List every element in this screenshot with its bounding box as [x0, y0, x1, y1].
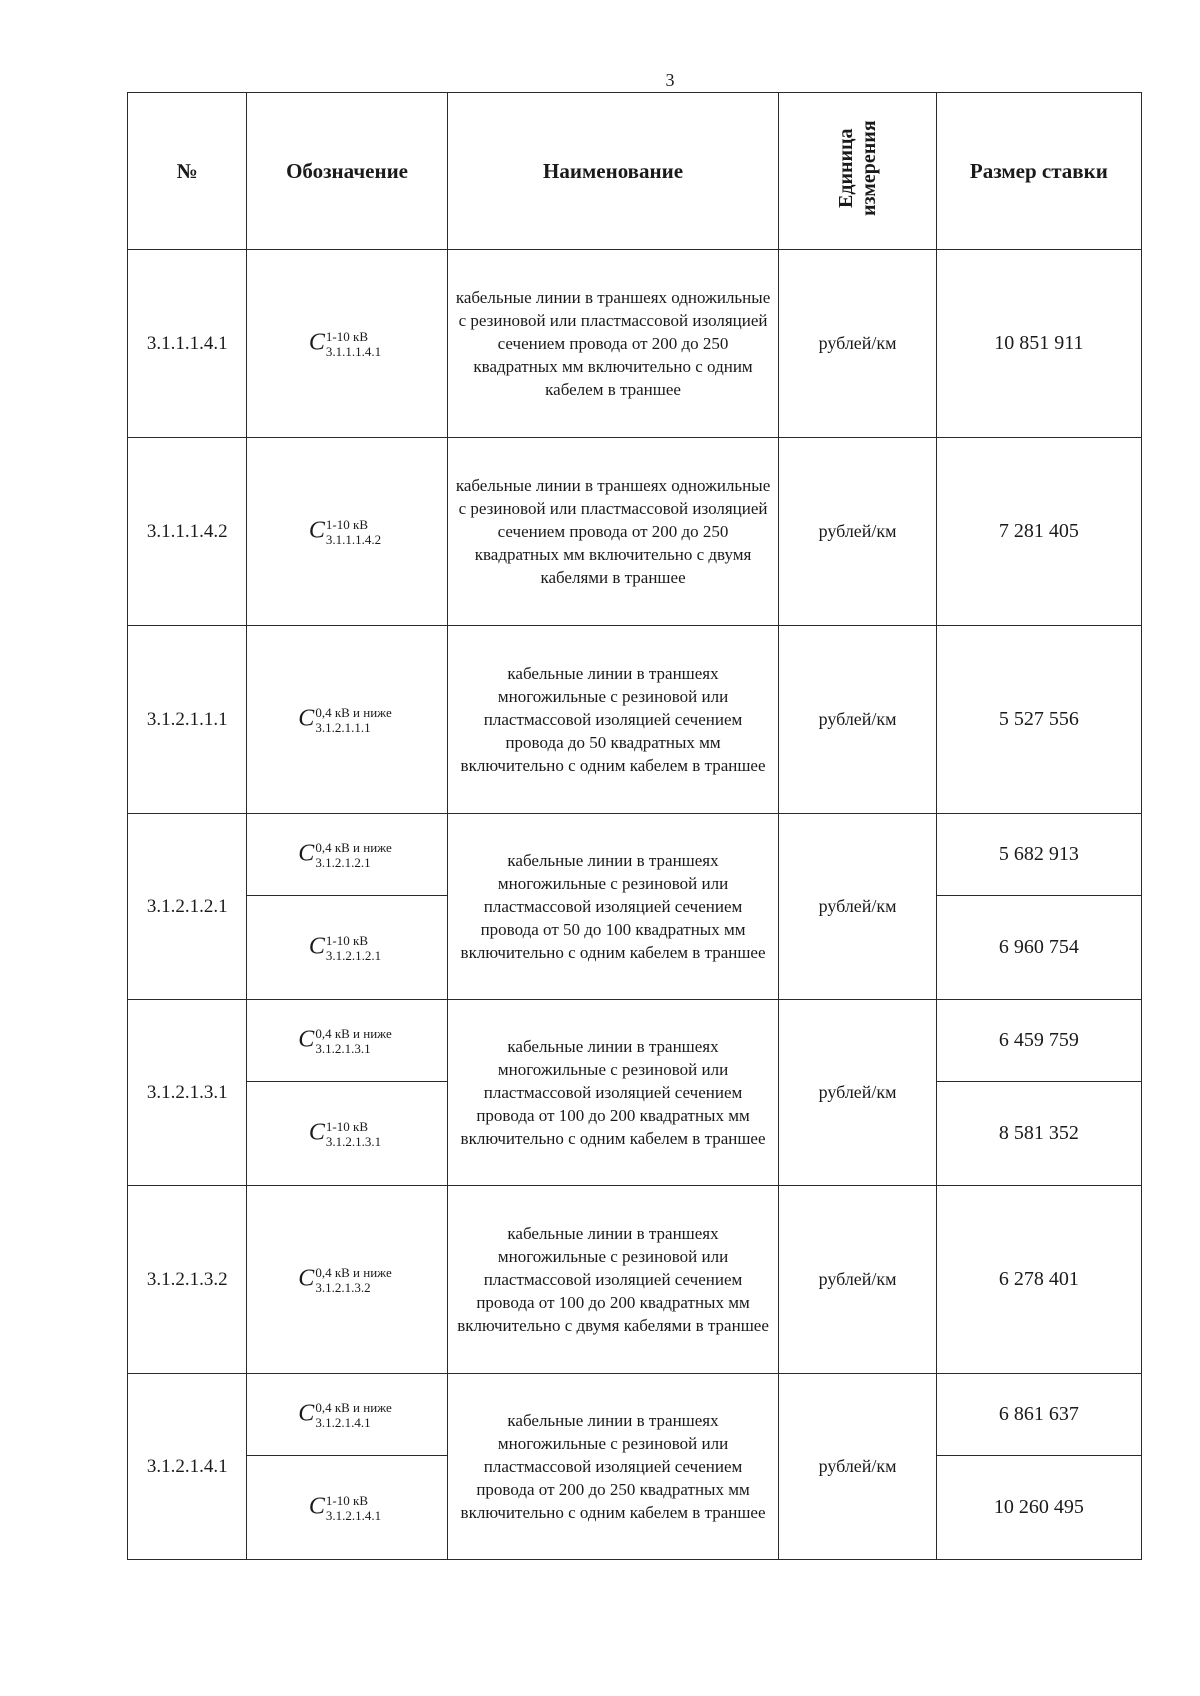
row-name: кабельные линии в траншеях многожильные с резиновой или пластмассовой изоляцией сечением провода от 200 до 250 квадратных мм включительно с одним кабелем в траншее	[447, 1374, 779, 1560]
designation-voltage: 1-10 кВ	[325, 1118, 368, 1134]
row-number: 3.1.1.1.4.1	[128, 250, 247, 438]
designation-indices	[326, 517, 381, 547]
designation-code: 3.1.2.1.2.1	[315, 854, 371, 870]
designation-symbol	[309, 517, 385, 547]
row-designation	[247, 814, 447, 896]
row-unit: рублей/км	[779, 626, 936, 814]
row-designation	[247, 1186, 447, 1374]
row-name: кабельные линии в траншеях многожильные с резиновой или пластмассовой изоляцией сечением провода от 100 до 200 квадратных мм включительно с двумя кабелями в траншее	[447, 1186, 779, 1374]
row-unit: рублей/км	[779, 1186, 936, 1374]
designation-code: 3.1.2.1.3.1	[315, 1040, 371, 1056]
designation-letter: C	[298, 1400, 315, 1427]
designation-voltage: 1-10 кВ	[325, 328, 368, 344]
table-header-row	[128, 93, 1142, 250]
rates-table	[127, 92, 1142, 1560]
row-unit: рублей/км	[779, 814, 936, 1000]
header-rate: Размер ставки	[936, 93, 1141, 250]
designation-letter: C	[308, 1119, 325, 1146]
row-rate: 6 459 759	[936, 1000, 1141, 1082]
designation-indices	[315, 1400, 391, 1430]
row-rate: 7 281 405	[936, 438, 1141, 626]
row-name: кабельные линии в траншеях одножильные с резиновой или пластмассовой изоляцией сечением провода от 200 до 250 квадратных мм включительно с одним кабелем в траншее	[447, 250, 779, 438]
table-row	[128, 814, 1142, 896]
row-rate: 5 527 556	[936, 626, 1141, 814]
designation-symbol	[309, 1119, 385, 1149]
designation-voltage: 0,4 кВ и ниже	[315, 1025, 392, 1041]
designation-indices	[326, 1119, 381, 1149]
designation-voltage: 0,4 кВ и ниже	[315, 1264, 392, 1280]
table-row	[128, 1000, 1142, 1082]
designation-voltage: 1-10 кВ	[325, 932, 368, 948]
row-rate: 8 581 352	[936, 1082, 1141, 1186]
designation-indices	[326, 933, 381, 963]
row-unit: рублей/км	[779, 1374, 936, 1560]
row-unit: рублей/км	[779, 438, 936, 626]
table-row	[128, 626, 1142, 814]
designation-indices	[315, 1265, 391, 1295]
designation-indices	[326, 329, 381, 359]
row-number: 3.1.2.1.1.1	[128, 626, 247, 814]
table-row	[128, 1186, 1142, 1374]
row-name: кабельные линии в траншеях многожильные с резиновой или пластмассовой изоляцией сечением провода от 50 до 100 квадратных мм включительно с одним кабелем в траншее	[447, 814, 779, 1000]
row-name: кабельные линии в траншеях одножильные с резиновой или пластмассовой изоляцией сечением провода от 200 до 250 квадратных мм включительно с двумя кабелями в траншее	[447, 438, 779, 626]
row-number: 3.1.2.1.3.2	[128, 1186, 247, 1374]
designation-indices	[315, 840, 391, 870]
row-unit: рублей/км	[779, 250, 936, 438]
row-designation	[247, 438, 447, 626]
designation-symbol	[298, 1265, 395, 1295]
row-designation	[247, 1082, 447, 1186]
designation-code: 3.1.2.1.4.1	[315, 1414, 371, 1430]
table-row	[128, 1374, 1142, 1456]
designation-symbol	[298, 1026, 395, 1056]
designation-voltage: 0,4 кВ и ниже	[315, 839, 392, 855]
row-number: 3.1.2.1.3.1	[128, 1000, 247, 1186]
row-designation	[247, 250, 447, 438]
row-rate: 6 861 637	[936, 1374, 1141, 1456]
table-row	[128, 438, 1142, 626]
header-num: №	[128, 93, 247, 250]
designation-letter: C	[308, 329, 325, 356]
designation-letter: C	[298, 1265, 315, 1292]
designation-voltage: 1-10 кВ	[325, 1492, 368, 1508]
row-rate: 10 260 495	[936, 1456, 1141, 1560]
designation-code: 3.1.2.1.3.2	[315, 1279, 371, 1295]
header-unit-label: Единица измерения	[834, 120, 880, 216]
page-number: 3	[665, 70, 675, 90]
designation-indices	[326, 1493, 381, 1523]
designation-indices	[315, 1026, 391, 1056]
row-designation	[247, 1000, 447, 1082]
table-body	[128, 250, 1142, 1560]
row-rate: 6 960 754	[936, 896, 1141, 1000]
header-name: Наименование	[447, 93, 779, 250]
designation-letter: C	[308, 517, 325, 544]
designation-letter: C	[298, 705, 315, 732]
header-unit	[779, 93, 936, 250]
designation-voltage: 0,4 кВ и ниже	[315, 1399, 392, 1415]
designation-code: 3.1.2.1.2.1	[325, 947, 382, 963]
row-number: 3.1.2.1.2.1	[128, 814, 247, 1000]
designation-letter: C	[308, 933, 325, 960]
designation-symbol	[298, 705, 395, 735]
row-designation	[247, 896, 447, 1000]
designation-code: 3.1.1.1.4.1	[325, 343, 382, 359]
row-designation	[247, 1456, 447, 1560]
row-rate: 5 682 913	[936, 814, 1141, 896]
designation-symbol	[309, 1493, 385, 1523]
row-number: 3.1.1.1.4.2	[128, 438, 247, 626]
designation-letter: C	[298, 1026, 315, 1053]
designation-letter: C	[298, 840, 315, 867]
designation-symbol	[298, 1400, 395, 1430]
row-designation	[247, 1374, 447, 1456]
designation-code: 3.1.2.1.1.1	[315, 719, 371, 735]
table-row	[128, 250, 1142, 438]
designation-code: 3.1.2.1.4.1	[325, 1507, 382, 1523]
designation-voltage: 1-10 кВ	[325, 516, 368, 532]
row-unit: рублей/км	[779, 1000, 936, 1186]
designation-code: 3.1.1.1.4.2	[325, 531, 382, 547]
row-designation	[247, 626, 447, 814]
designation-voltage: 0,4 кВ и ниже	[315, 704, 392, 720]
row-number: 3.1.2.1.4.1	[128, 1374, 247, 1560]
row-rate: 6 278 401	[936, 1186, 1141, 1374]
designation-symbol	[309, 329, 385, 359]
designation-code: 3.1.2.1.3.1	[325, 1133, 382, 1149]
row-name: кабельные линии в траншеях многожильные с резиновой или пластмассовой изоляцией сечением провода от 100 до 200 квадратных мм включительно с одним кабелем в траншее	[447, 1000, 779, 1186]
designation-indices	[315, 705, 391, 735]
designation-letter: C	[308, 1493, 325, 1520]
designation-symbol	[298, 840, 395, 870]
row-name: кабельные линии в траншеях многожильные с резиновой или пластмассовой изоляцией сечением провода до 50 квадратных мм включительно с одним кабелем в траншее	[447, 626, 779, 814]
header-designation: Обозначение	[247, 93, 447, 250]
designation-symbol	[309, 933, 385, 963]
row-rate: 10 851 911	[936, 250, 1141, 438]
